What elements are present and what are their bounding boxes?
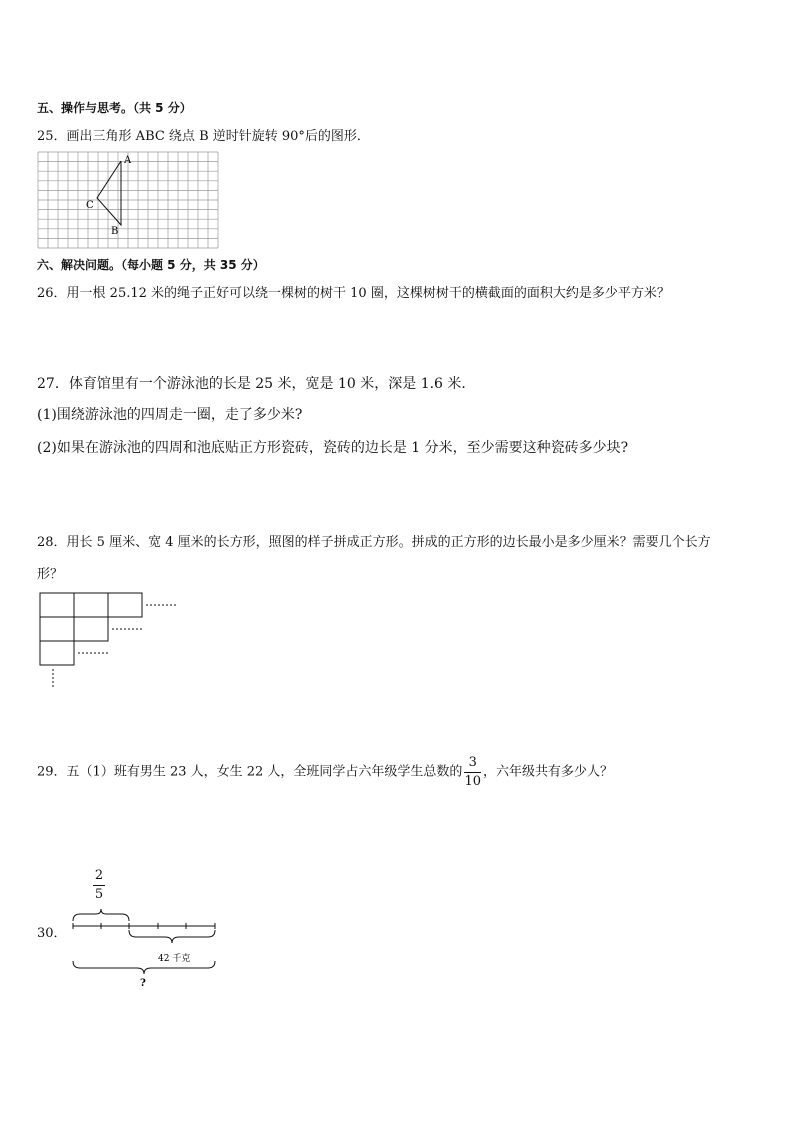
question-29-text (37, 756, 613, 788)
remaining-brace (129, 930, 215, 943)
question-27-line-3: (2)如果在游泳池的四周和池底贴正方形瓷砖，瓷砖的边长是 1 分米，至少需要这种瓷砖多少块? (37, 440, 629, 456)
rectangle-tiling-figure (38, 591, 188, 691)
rotation-grid-figure (36, 150, 220, 250)
section-title-problems: 六、解决问题。（每小题 5 分，共 35 分） (37, 258, 265, 272)
question-26-text: 26．用一根 25.12 米的绳子正好可以绕一棵树的树干 10 圈，这棵树树干的横截面的面积大约是多少平方米？ (37, 286, 670, 301)
point-b-label: B (111, 226, 119, 237)
question-29-after: ，六年级共有多少人？ (482, 764, 613, 780)
tile-rectangle (108, 593, 142, 617)
triangle-abc (97, 161, 121, 225)
tile-rectangle (40, 617, 74, 641)
question-25-text: 25．画出三角形 ABC 绕点 B 逆时针旋转 90°后的图形． (37, 129, 370, 144)
fraction-denominator: 10 (464, 773, 481, 789)
weight-label: 42 千克 (158, 954, 191, 964)
segment-diagram (60, 905, 230, 990)
top-brace (73, 909, 129, 921)
tile-rectangle (40, 593, 74, 617)
section-title-operation: 五、操作与思考。（共 5 分） (37, 101, 192, 115)
tile-rectangle (40, 641, 74, 665)
whole-brace (73, 961, 215, 974)
question-28-line-2: 形？ (37, 567, 64, 582)
question-30-label: 30． (37, 926, 67, 941)
fraction-numerator: 2 (94, 868, 104, 883)
fraction-three-tenths (464, 756, 481, 788)
unknown-total-mark: ? (140, 978, 146, 989)
question-28-line-1: 28．用长 5 厘米、宽 4 厘米的长方形，照图的样子拼成正方形。拼成的正方形的边长最小是多少厘米？需要几个长方 (37, 535, 711, 550)
question-29-before: 29．五（1）班有男生 23 人，女生 22 人，全班同学占六年级学生总数的 (37, 764, 463, 780)
question-27-line-1: 27．体育馆里有一个游泳池的长是 25 米，宽是 10 米，深是 1.6 米． (37, 376, 476, 392)
tile-rectangle (74, 593, 108, 617)
point-c-label: C (86, 200, 94, 211)
tile-rectangle (74, 617, 108, 641)
segment-fraction-two-fifths (93, 869, 105, 901)
point-a-label: A (124, 155, 132, 166)
question-27-line-2: (1)围绕游泳池的四周走一圈，走了多少米? (37, 407, 303, 423)
fraction-numerator: 3 (468, 755, 477, 770)
fraction-denominator: 5 (94, 886, 104, 902)
